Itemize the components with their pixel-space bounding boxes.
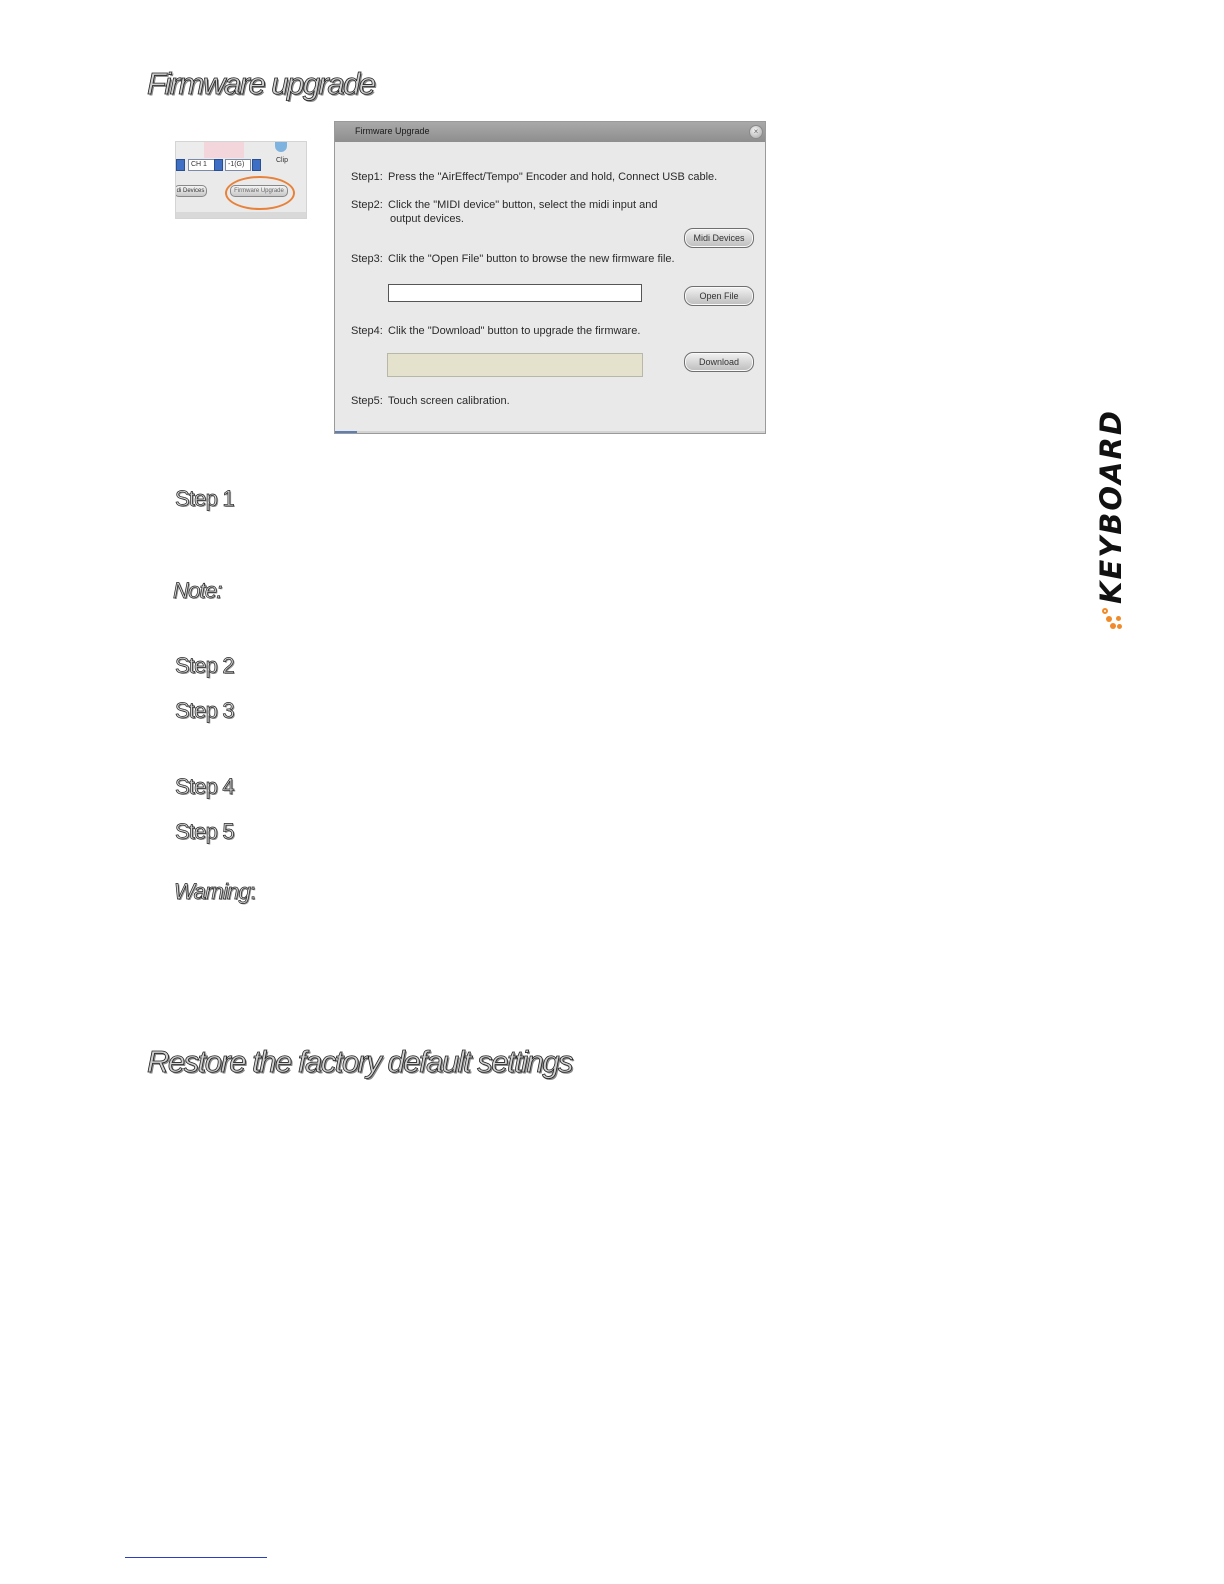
firmware-upgrade-button[interactable]: Firmware Upgrade [230,185,288,197]
open-file-button[interactable]: Open File [684,286,754,306]
footer-rule [125,1557,267,1558]
dialog-titlebar [335,122,765,142]
step5-instruction [351,395,510,407]
step3-instruction [351,253,675,265]
step1-label: Step1: [351,171,383,183]
editor-crop-screenshot [175,141,307,219]
firmware-upgrade-dialog [334,121,766,434]
clip-label: Clip [276,157,289,164]
step4-heading: Step 4 [175,774,234,799]
step4-text: Clik the "Download" button to upgrade the firmware. [388,325,641,337]
panel-base [176,212,306,218]
step3-text: Clik the "Open File" button to browse the new firmware file. [388,253,675,265]
logo-wordmark: KEYBOARD [1094,409,1128,604]
step4-instruction [351,325,640,337]
channel-select[interactable]: CH 1 [188,159,222,171]
step2-instruction-cont [390,213,464,225]
download-progress-bar [387,353,643,377]
step3-heading: Step 3 [175,698,234,723]
highlight-circle [225,176,295,210]
dropdown-arrow-icon[interactable] [214,159,223,171]
warning-heading [174,879,255,905]
step5-heading: Step 5 [175,819,234,844]
dropdown-arrow-icon[interactable] [252,159,261,171]
warning-word: Warning [174,879,250,904]
note-heading: Note: [173,578,222,603]
firmware-upgrade-heading: Firmware upgrade [147,66,375,101]
step1-heading: Step 1 [175,486,234,511]
midi-devices-button[interactable]: di Devices [175,185,207,197]
warning-colon: : [249,879,256,904]
step2-label: Step2: [351,199,383,211]
step2-text: Click the "MIDI device" button, select the midi input and [388,199,658,211]
clip-indicator-icon [275,142,287,152]
step5-text: Touch screen calibration. [388,395,510,407]
step3-label: Step3: [351,253,383,265]
restore-defaults-heading: Restore the factory default settings [147,1044,573,1079]
dialog-bottom-border [335,431,765,433]
step1-instruction [351,171,717,183]
firmware-file-path-input[interactable] [388,284,642,302]
step1-text: Press the "AirEffect/Tempo" Encoder and hold, Connect USB cable. [388,171,718,183]
step4-label: Step4: [351,325,383,337]
step2-instruction [351,199,658,211]
step5-label: Step5: [351,395,383,407]
dropdown-arrow-icon[interactable] [176,159,185,171]
step2-heading: Step 2 [175,653,234,678]
octave-select[interactable]: -1(G) [225,159,251,171]
panel-background [176,142,204,158]
logo-dots-icon [1100,608,1124,632]
panel-highlight [204,142,244,158]
midi-devices-button[interactable]: Midi Devices [684,228,754,248]
dialog-title: Firmware Upgrade [355,126,430,136]
download-button[interactable]: Download [684,352,754,372]
step2-text-2: output devices. [390,213,464,225]
keyboard-logo [1094,314,1128,634]
close-icon[interactable]: × [749,125,763,139]
